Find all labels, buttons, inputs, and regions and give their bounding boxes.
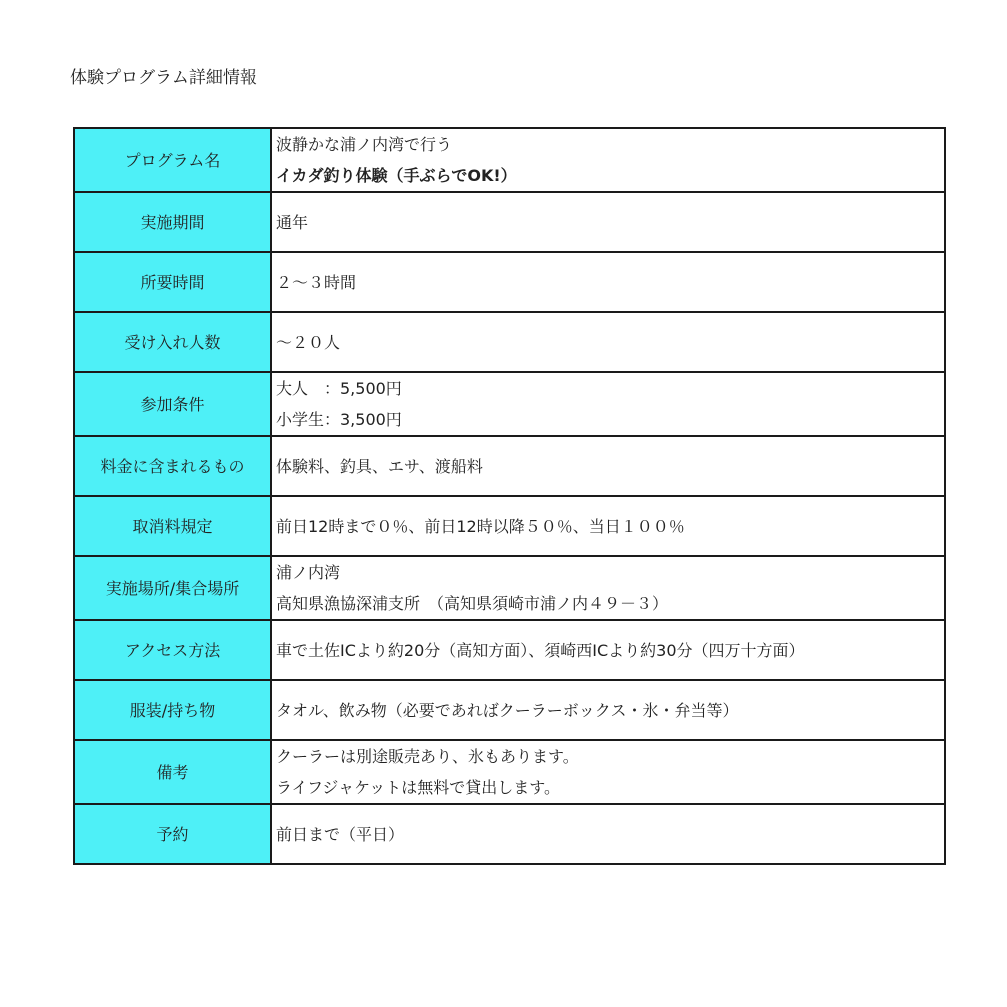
value-line: 高知県漁協深浦支所 （高知県須崎市浦ノ内４９－３） [276,594,669,613]
row-value-duration [271,252,945,312]
row-value-cancellation [271,496,945,556]
row-label-program-name: プログラム名 [74,128,271,192]
row-label-conditions: 参加条件 [74,372,271,436]
value-line: 大人 ：5,500円 [276,379,402,398]
value-line: ～２０人 [276,332,341,352]
value-line: 浦ノ内湾 [276,563,341,582]
value-line: 体験料、釣具、エサ、渡船料 [276,456,483,476]
row-value-reservation [271,804,945,864]
table-row [74,740,945,804]
value-line: 通年 [276,212,309,232]
value-line: 前日まで（平日） [276,824,405,844]
table-row [74,252,945,312]
page-title: 体験プログラム詳細情報 [70,68,257,88]
value-line: 波静かな浦ノ内湾で行う [276,135,453,154]
row-value-access [271,620,945,680]
row-value-conditions [271,372,945,436]
row-label-capacity: 受け入れ人数 [74,312,271,372]
row-value-program-name [271,128,945,192]
table-row [74,496,945,556]
row-label-period: 実施期間 [74,192,271,252]
table-row [74,680,945,740]
table-row [74,192,945,252]
row-value-notes [271,740,945,804]
table-row [74,372,945,436]
row-value-capacity [271,312,945,372]
value-line: 小学生：3,500円 [276,410,402,429]
value-line-bold: イカダ釣り体験（手ぶらでOK!） [276,166,517,185]
row-label-location: 実施場所/集合場所 [74,556,271,620]
row-label-duration: 所要時間 [74,252,271,312]
table-row [74,804,945,864]
value-line: クーラーは別途販売あり、氷もあります。 [276,747,579,766]
row-label-reservation: 予約 [74,804,271,864]
value-line: タオル、飲み物（必要であればクーラーボックス・氷・弁当等） [276,700,739,720]
value-line: 車で土佐ICより約20分（高知方面）、須崎西ICより約30分（四万十方面） [276,640,805,660]
row-label-access: アクセス方法 [74,620,271,680]
row-label-cancellation: 取消料規定 [74,496,271,556]
row-label-notes: 備考 [74,740,271,804]
row-label-included: 料金に含まれるもの [74,436,271,496]
value-line: ２～３時間 [276,272,357,292]
row-value-period [271,192,945,252]
value-line: ライフジャケットは無料で貸出します。 [276,778,561,797]
table-row [74,436,945,496]
row-label-belongings: 服装/持ち物 [74,680,271,740]
value-line: 前日12時まで０％、前日12時以降５０％、当日１００％ [276,516,685,536]
row-value-included [271,436,945,496]
table-row [74,620,945,680]
table-row [74,312,945,372]
table-row [74,556,945,620]
row-value-location [271,556,945,620]
program-details-table [73,127,946,865]
row-value-belongings [271,680,945,740]
table-row [74,128,945,192]
